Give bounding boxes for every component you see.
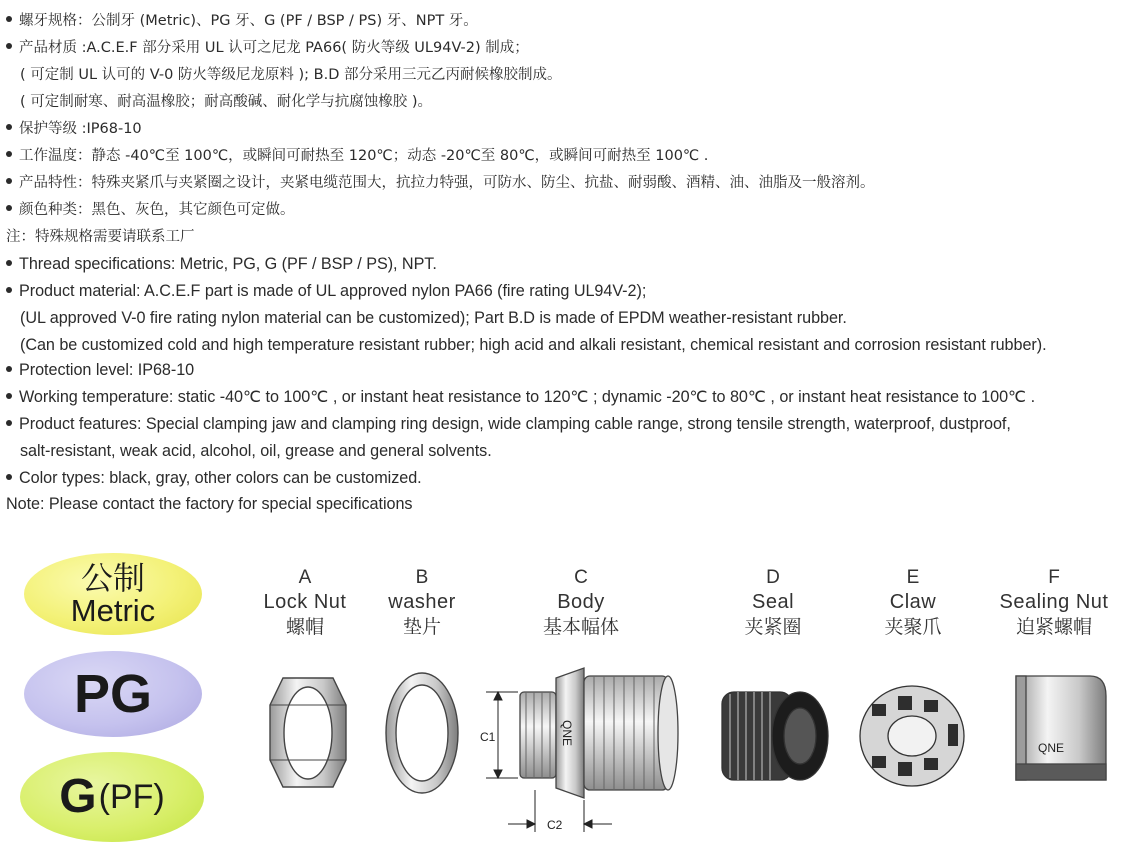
part-letter: B [415,567,429,588]
spec-text: 螺牙规格：公制牙 (Metric)、PG 牙、G (PF / BSP / PS) 牙、NPT 牙。 [19,13,478,29]
part-name-en: Lock Nut [263,591,347,613]
claw-finger [924,700,938,712]
part-name-en: Sealing Nut [999,591,1109,613]
part-name-en: washer [388,591,456,613]
claw-finger [872,704,886,716]
washer-hole [396,685,448,781]
part-name-cn: 迫紧螺帽 [1015,616,1092,638]
part-name-cn: 夹聚爪 [884,616,942,638]
part-name-en: Claw [889,591,937,613]
part-name-cn: 基本幅体 [542,616,619,638]
seal-hole [784,708,816,764]
part-letter: D [766,567,780,588]
part-name-cn: 夹紧圈 [744,616,802,638]
spec-text: salt-resistant, weak acid, alcohol, oil, grease and general solvents. [20,442,492,460]
part-letter: F [1048,567,1060,588]
spec-text: 产品特性：特殊夹紧爪与夹紧圈之设计，夹紧电缆范围大，抗拉力特强，可防水、防尘、抗盐、耐弱酸、酒精、油、油脂及一般溶剂。 [19,175,875,191]
spec-text: Protection level: IP68-10 [19,361,195,379]
part-letter: C [574,567,588,588]
body-top-thread [584,676,668,790]
dim-arrow-icon [494,692,502,700]
body-drawing [480,668,678,832]
spec-text: Note: Please contact the factory for special specifications [6,495,413,513]
g-badge-big: G [59,770,97,823]
claw-finger [872,756,886,768]
spec-text: (UL approved V-0 fire rating nylon material can be customized); Part B.D is made of EPDM weather-resistant rubber. [20,309,847,327]
claw-hole [888,716,936,756]
spec-text: Thread specifications: Metric, PG, G (PF / BSP / PS), NPT. [19,255,437,273]
spec-text: 保护等级 :IP68-10 [19,121,142,137]
spec-text: (Can be customized cold and high temperature resistant rubber; high acid and alkali resistant, chemical resistant and corrosion resistant rubber). [20,336,1047,354]
claw-drawing [860,686,964,786]
spec-text: 注：特殊规格需要请联系工厂 [6,229,195,245]
spec-text: Working temperature: static -40℃ to 100℃ , or instant heat resistance to 120℃ ; dynamic -20℃ to 80℃ , or instant heat resistance to 100℃ . [19,388,1036,406]
part-letter: A [298,567,312,588]
part-letter: E [906,567,920,588]
dim-arrow-icon [494,770,502,778]
body-bottom-thread [520,692,556,778]
spec-text: 颜色种类：黑色、灰色，其它颜色可定做。 [19,202,295,218]
seal-drawing [722,692,828,780]
lock-nut-drawing [270,678,346,787]
spec-text: Color types: black, gray, other colors can be customized. [19,469,422,487]
washer-drawing [386,673,458,793]
g-badge-small: (PF) [98,778,165,816]
metric-badge-cn: 公制 [80,559,145,597]
sealing-nut-drawing [1016,676,1106,780]
claw-finger [898,696,912,710]
part-name-en: Body [557,591,605,613]
metric-badge-en: Metric [70,593,156,628]
claw-finger [948,724,958,746]
spec-text: Product features: Special clamping jaw and clamping ring design, wide clamping cable range, strong tensile strength, waterproof, dustproof, [19,415,1011,433]
spec-text: 工作温度：静态 -40℃至 100℃，或瞬间可耐热至 120℃；动态 -20℃至 80℃，或瞬间可耐热至 100℃ . [19,148,709,164]
spec-text: ( 可定制耐寒、耐高温橡胶；耐高酸碱、耐化学与抗腐蚀橡胶 )。 [20,94,433,110]
sealing-nut-thread [1016,764,1106,780]
claw-finger [924,758,938,770]
body-opening [658,676,678,790]
body-brand-label: QNE [560,719,574,747]
pg-badge-label: PG [73,664,153,724]
dim-arrow-icon [527,820,535,828]
spec-text: Product material: A.C.E.F part is made of UL approved nylon PA66 (fire rating UL94V-2); [19,282,647,300]
lock-nut-hole [284,687,332,779]
claw-finger [898,762,912,776]
spec-text: ( 可定制 UL 认可的 V-0 防火等级尼龙原料 ); B.D 部分采用三元乙丙耐候橡胶制成。 [20,67,562,83]
part-name-cn: 垫片 [402,616,441,638]
part-name-cn: 螺帽 [285,616,324,638]
dim-arrow-icon [584,820,592,828]
c2-label: C2 [547,818,563,832]
sealing-nut-brand-label: QNE [1037,741,1065,755]
part-name-en: Seal [751,591,795,613]
spec-text: 产品材质 :A.C.E.F 部分采用 UL 认可之尼龙 PA66( 防火等级 UL94V-2) 制成； [19,40,529,56]
c1-label: C1 [480,730,496,744]
